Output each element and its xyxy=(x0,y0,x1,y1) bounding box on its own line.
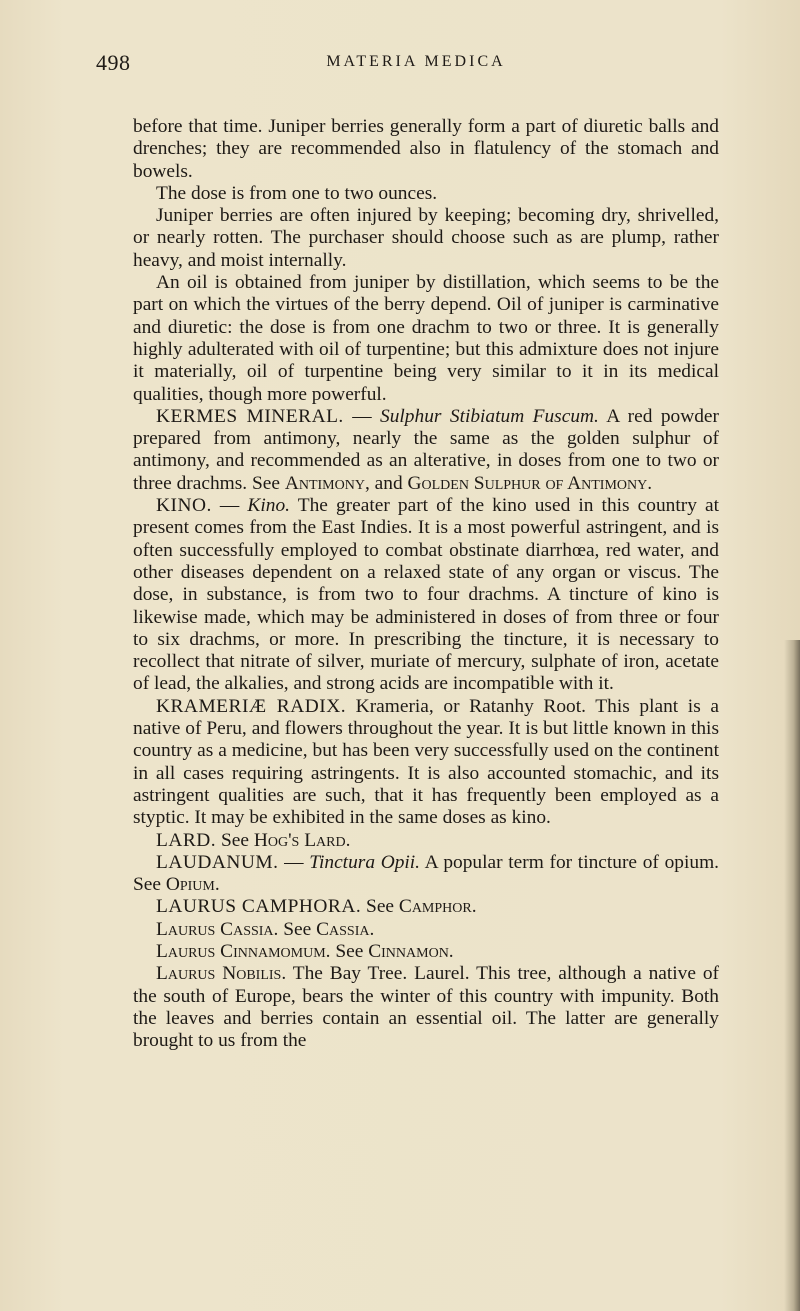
entry-text: See xyxy=(278,918,317,940)
entry-lard xyxy=(133,830,719,852)
cross-reference: Cassia. xyxy=(316,918,375,940)
entry-text: Krameria, or Ratanhy Root. This plant is a native of Peru, and flowers throughout the year. It is but little known in this country as a medicine, but has been very successfully used on the continent in all cases requiring astringents. It is also accounted stomachic, and its astringent qualities are such, that it has frequently been employed as a styptic. It may be exhibited in the same doses as kino. xyxy=(133,695,719,829)
headword: Laurus Cassia. xyxy=(156,918,279,940)
headword: Laurus Nobilis. xyxy=(156,963,287,985)
headword: KINO. xyxy=(156,495,212,517)
entry-text: See xyxy=(216,829,254,851)
paragraph-juniper-continued: before that time. Juniper berries generally form a part of diuretic balls and drenches; they are recommended also in flatulency of the stomach and bowels. xyxy=(133,116,719,182)
latin-name: Tinctura Opii. xyxy=(309,851,421,873)
latin-name: Sulphur Stibiatum Fuscum. xyxy=(380,405,599,427)
headword: LARD. xyxy=(156,829,217,851)
body-text xyxy=(133,116,719,1052)
entry-krameria-radix xyxy=(133,696,719,830)
entry-text: A popular term for tincture of opium. See xyxy=(133,851,720,896)
cross-reference: Cinnamon. xyxy=(368,940,454,962)
dash: — xyxy=(211,495,248,517)
page-header xyxy=(96,50,736,80)
latin-name: Kino. xyxy=(247,495,290,517)
entry-text: The Bay Tree. Laurel. This tree, although a native of the south of Europe, bears the winter of this country with impunity. Both the leaves and berries contain an essential oil. The latter are generally brought to us from the xyxy=(133,963,720,1052)
entry-kino xyxy=(133,495,719,696)
headword: KRAMERIÆ RADIX. xyxy=(156,695,347,717)
cross-reference: Golden Sulphur of Antimony. xyxy=(407,472,653,494)
entry-text: A red powder prepared from antimony, nearly the same as the golden sulphur of antimony, and recommended as an alterative, in doses from one to two or three drachms. See xyxy=(133,405,719,494)
entry-text: The greater part of the kino used in this country at present comes from the East Indies. It is a most powerful astringent, and is often successfully employed to combat obstinate diarrhœa, red water, and other diseases dependent on a relaxed state of any organ or viscus. The dose, in substance, is from two to four drachms. A tincture of kino is likewise made, which may be administered in doses of from three or four to six drachms, or more. In prescribing the tincture, it is necessary to recollect that nitrate of silver, muriate of mercury, sulphate of iron, acetate of lead, the alkalies, and strong acids are incompatible with it. xyxy=(133,495,719,695)
entry-text: and xyxy=(369,472,408,494)
paragraph-juniper-dose: The dose is from one to two ounces. xyxy=(156,182,438,204)
entry-laurus-nobilis xyxy=(133,963,719,1052)
cross-reference: Antimony, xyxy=(284,472,370,494)
headword: Laurus Cinnamomum. xyxy=(156,940,331,962)
page-edge-shadow xyxy=(784,640,800,1311)
paragraph-juniper-keeping: Juniper berries are often injured by keeping; becoming dry, shrivelled, or nearly rotten. The purchaser should choose such as are plump, rather heavy, and moist internally. xyxy=(133,205,719,271)
entry-laurus-camphora xyxy=(133,896,719,918)
dash: — xyxy=(278,851,310,873)
paragraph-juniper-oil: An oil is obtained from juniper by distillation, which seems to be the part on which the virtues of the berry depend. Oil of juniper is carminative and diuretic: the dose is from one drachm to two or three. It is generally highly adulterated with oil of turpentine; but this admixture does not injure it materially, oil of turpentine being very similar to it in its medical qualities, though more powerful. xyxy=(133,272,719,405)
entry-laurus-cassia xyxy=(133,919,719,941)
dash: — xyxy=(343,405,381,427)
headword: KERMES MINERAL. xyxy=(156,405,344,427)
page-number: 498 xyxy=(96,50,131,75)
headword: LAUDANUM. xyxy=(156,851,279,873)
entry-text: See xyxy=(330,940,369,962)
entry-text: See xyxy=(361,896,399,918)
entry-laurus-cinnamomum xyxy=(133,941,719,963)
entry-laudanum xyxy=(133,852,719,897)
cross-reference: Opium. xyxy=(165,874,220,896)
headword: LAURUS CAMPHORA. xyxy=(156,896,362,918)
cross-reference: Hog's Lard. xyxy=(253,829,351,851)
cross-reference: Camphor. xyxy=(398,896,477,918)
entry-kermes-mineral xyxy=(133,406,719,495)
running-title: MATERIA MEDICA xyxy=(326,53,506,70)
